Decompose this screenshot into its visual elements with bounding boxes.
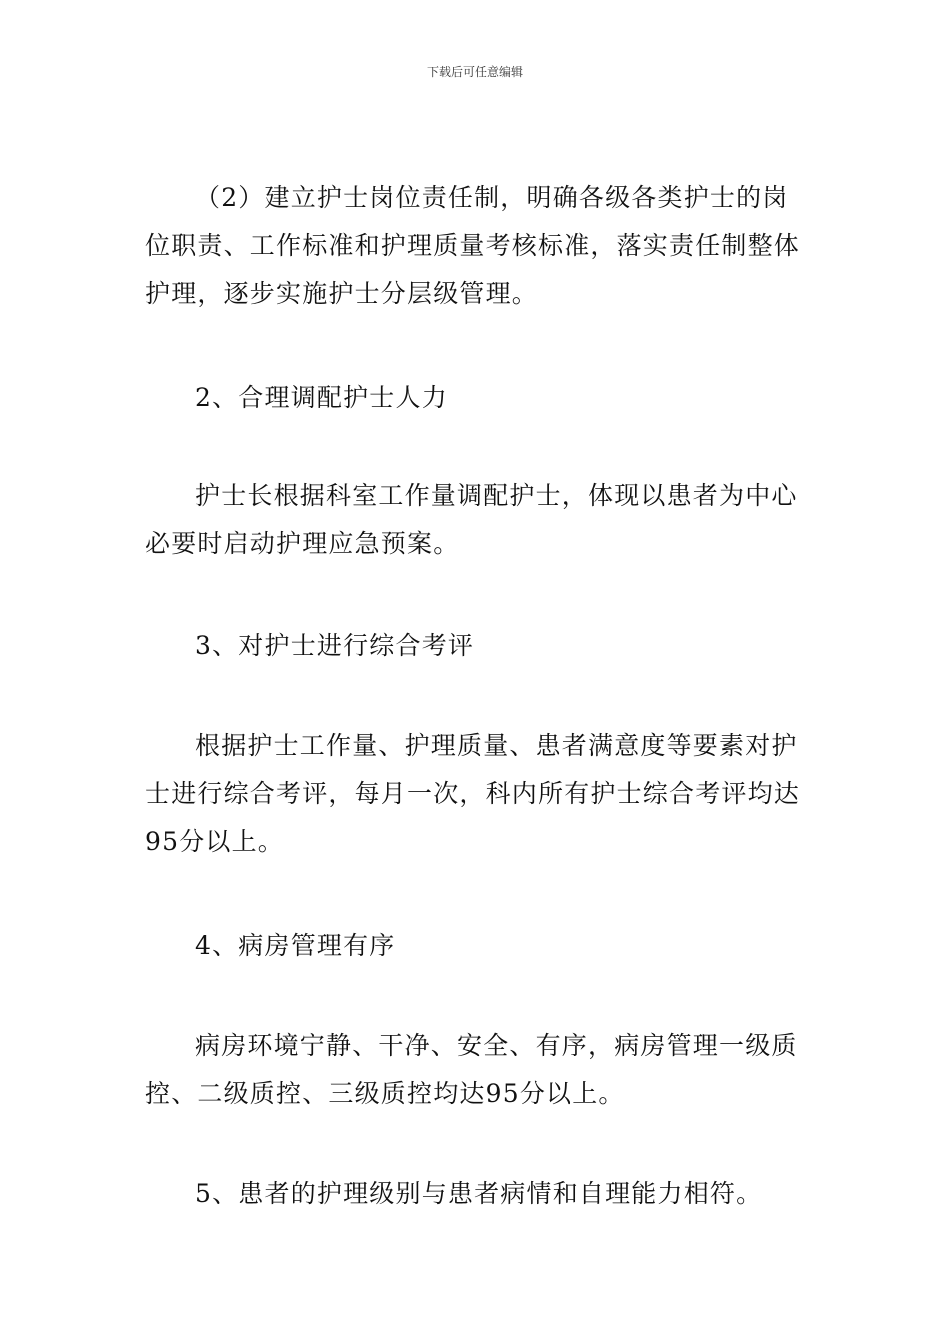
heading-text: 4、病房管理有序 <box>195 931 396 960</box>
heading-text: 2、合理调配护士人力 <box>195 383 448 412</box>
paragraph-text: 护士长根据科室工作量调配护士，体现以患者为中心必要时启动护理应急预案。 <box>145 481 798 558</box>
page-header-note: 下载后可任意编辑 <box>426 65 523 79</box>
paragraph-nurse-responsibility <box>145 174 810 318</box>
heading-text: 3、对护士进行综合考评 <box>195 631 475 660</box>
paragraph-evaluation <box>145 722 810 866</box>
heading-text: 5、患者的护理级别与患者病情和自理能力相符。 <box>195 1179 763 1208</box>
paragraph-text: （2）建立护士岗位责任制，明确各级各类护士的岗位职责、工作标准和护理质量考核标准，落实责任制整体护理，逐步实施护士分层级管理。 <box>145 183 801 308</box>
paragraph-ward-management <box>145 1022 810 1118</box>
paragraph-text: 病房环境宁静、干净、安全、有序，病房管理一级质控、二级质控、三级质控均达95分以上。 <box>145 1031 798 1108</box>
section-heading-care-level <box>145 1170 810 1218</box>
section-heading-staffing <box>145 374 810 422</box>
section-heading-evaluation <box>145 622 810 670</box>
section-heading-ward-management <box>145 922 810 970</box>
paragraph-staffing <box>145 472 810 568</box>
paragraph-text: 根据护士工作量、护理质量、患者满意度等要素对护士进行综合考评，每月一次，科内所有护士综合考评均达95分以上。 <box>145 731 801 856</box>
